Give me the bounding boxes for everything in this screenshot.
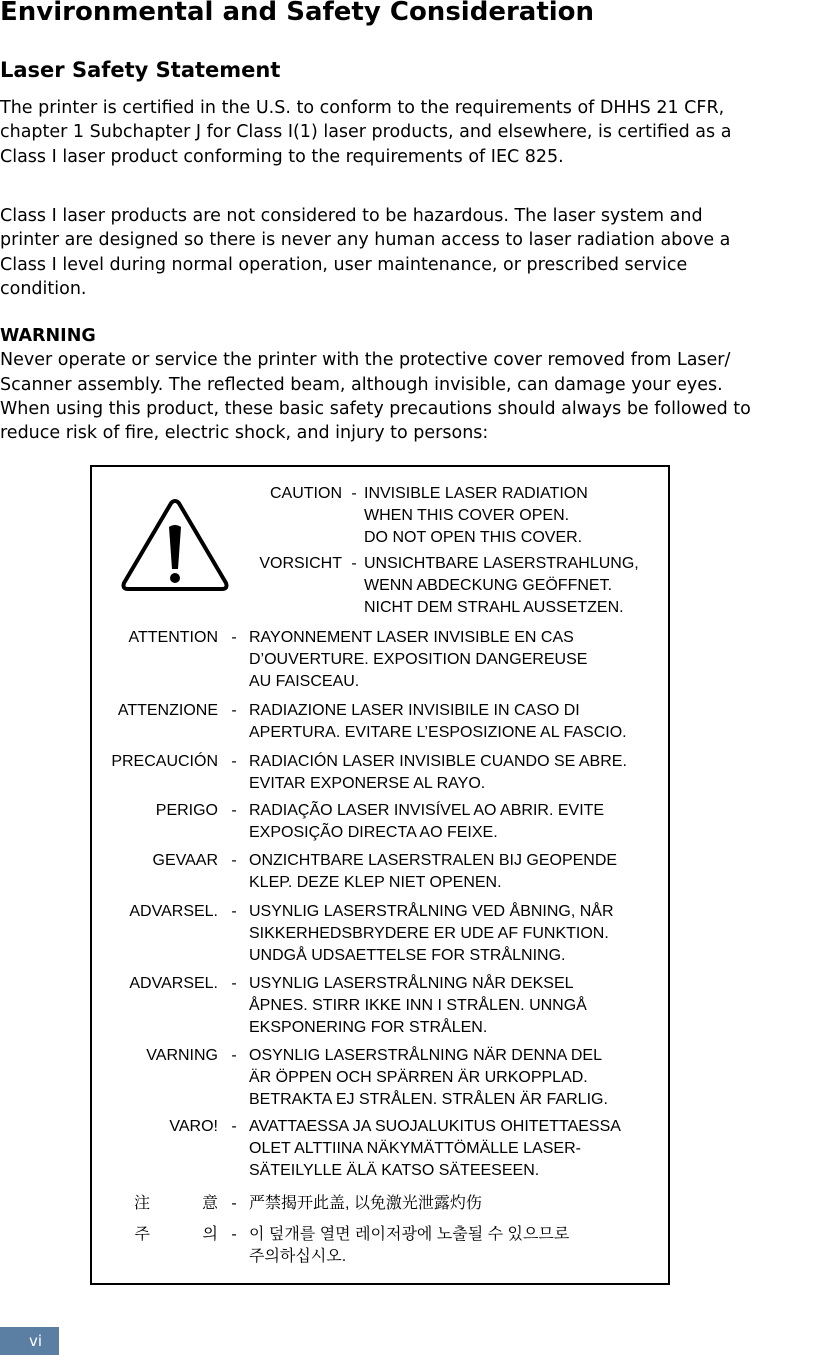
label-separator: - — [231, 903, 237, 920]
label-text-line: RADIAÇÃO LASER INVISÍVEL AO ABRIR. EVITE — [249, 802, 605, 819]
page-number: vi — [0, 1327, 59, 1355]
label-separator: - — [231, 753, 237, 770]
section-subtitle: Laser Safety Statement — [0, 58, 281, 82]
paragraph-line: Class I level during normal operation, user maintenance, or prescribed service — [0, 254, 688, 275]
label-language: PRECAUCIÓN — [111, 753, 218, 770]
label-separator: - — [231, 852, 237, 869]
label-text-line: OSYNLIG LASERSTRÅLNING NÄR DENNA DEL — [249, 1047, 602, 1064]
warning-block — [0, 324, 833, 445]
label-text-line: ONZICHTBARE LASERSTRALEN BIJ GEOPENDE — [249, 852, 618, 869]
label-separator: - — [231, 802, 237, 819]
label-text-line: ÅPNES. STIRR IKKE INN I STRÅLEN. UNNGÅ — [249, 997, 587, 1014]
label-text-line: WHEN THIS COVER OPEN. — [364, 507, 570, 524]
label-language: VORSICHT — [259, 555, 342, 572]
label-text-line: UNSICHTBARE LASERSTRAHLUNG, — [364, 555, 639, 572]
label-text-line: RADIAZIONE LASER INVISIBILE IN CASO DI — [249, 702, 580, 719]
warning-line: Scanner assembly. The reflected beam, although invisible, can damage your eyes. — [0, 374, 723, 395]
label-text-line: SIKKERHEDSBRYDERE ER UDE AF FUNKTION. — [249, 925, 609, 942]
label-language — [128, 1193, 218, 1215]
label-text-line: OLET ALTTIINA NÄKYMÄTTÖMÄLLE LASER- — [249, 1140, 581, 1157]
paragraph-certification — [0, 96, 833, 169]
label-language-char: 注 — [133, 1195, 150, 1212]
label-language: CAUTION — [270, 485, 342, 502]
paragraph-line: Class I laser product conforming to the requirements of IEC 825. — [0, 146, 564, 167]
label-separator: - — [231, 1195, 237, 1212]
label-text-line: INVISIBLE LASER RADIATION — [364, 485, 588, 502]
label-separator: - — [351, 555, 357, 572]
label-text-line: APERTURA. EVITARE L’ESPOSIZIONE AL FASCIO. — [249, 724, 627, 741]
label-language — [128, 1224, 218, 1246]
label-separator: - — [231, 1226, 237, 1243]
label-language: GEVAAR — [152, 852, 218, 869]
label-text-line: USYNLIG LASERSTRÅLNING NÅR DEKSEL — [249, 975, 574, 992]
label-separator: - — [231, 1047, 237, 1064]
label-text-line: RAYONNEMENT LASER INVISIBLE EN CAS — [249, 629, 574, 646]
paragraph-line: chapter 1 Subchapter J for Class I(1) laser products, and elsewhere, is certified as a — [0, 122, 732, 143]
label-separator: - — [351, 485, 357, 502]
label-text-line: RADIACIÓN LASER INVISIBLE CUANDO SE ABRE. — [249, 753, 627, 770]
label-language: VARO! — [169, 1118, 218, 1135]
label-text-line: D’OUVERTURE. EXPOSITION DANGEREUSE — [249, 651, 588, 668]
label-separator: - — [231, 975, 237, 992]
label-text-line: EXPOSIÇÃO DIRECTA AO FEIXE. — [249, 824, 498, 841]
label-language: PERIGO — [155, 802, 218, 819]
label-language: ATTENZIONE — [117, 702, 218, 719]
label-language: VARNING — [146, 1047, 218, 1064]
label-separator: - — [231, 629, 237, 646]
label-text-line: UNDGÅ UDSAETTELSE FOR STRÅLNING. — [249, 947, 566, 964]
paragraph-line: printer are designed so there is never any human access to laser radiation above a — [0, 230, 731, 251]
exclamation-warning-icon — [120, 497, 230, 593]
label-text-line: AVATTAESSA JA SUOJALUKITUS OHITETTAESSA — [249, 1118, 621, 1135]
label-text-line: KLEP. DEZE KLEP NIET OPENEN. — [249, 874, 502, 891]
paragraph-class-one — [0, 204, 833, 301]
page-title: Environmental and Safety Consideration — [0, 0, 595, 27]
label-language: ATTENTION — [128, 629, 218, 646]
label-text-line: AU FAISCEAU. — [249, 673, 360, 690]
paragraph-line: Class I laser products are not considered to be hazardous. The laser system and — [0, 206, 703, 226]
paragraph-line: condition. — [0, 278, 87, 299]
label-text-line: EKSPONERING FOR STRÅLEN. — [249, 1019, 488, 1036]
label-language-char: 주 — [134, 1226, 150, 1243]
label-text-line: 严禁揭开此盖, 以免激光泄露灼伤 — [249, 1195, 482, 1212]
label-separator: - — [231, 702, 237, 719]
label-separator: - — [231, 1118, 237, 1135]
label-text-line: USYNLIG LASERSTRÅLNING VED ÅBNING, NÅR — [249, 903, 614, 920]
label-text-line: EVITAR EXPONERSE AL RAYO. — [249, 775, 486, 792]
label-text-line: ÄR ÖPPEN OCH SPÄRREN ÄR URKOPPLAD. — [249, 1069, 588, 1086]
label-text-line: NICHT DEM STRAHL AUSSETZEN. — [364, 599, 624, 616]
label-text-line: DO NOT OPEN THIS COVER. — [364, 529, 583, 546]
warning-line: Never operate or service the printer with the protective cover removed from Laser/ — [0, 350, 731, 371]
laser-warning-label — [90, 465, 670, 1285]
label-text-line: 주의하십시오. — [249, 1248, 347, 1265]
label-text-line: WENN ABDECKUNG GEÖFFNET. — [364, 577, 613, 594]
warning-line: reduce risk of fire, electric shock, and injury to persons: — [0, 423, 489, 444]
label-text-line: SÄTEILYLLE ÄLÄ KATSO SÄTEESEEN. — [249, 1162, 540, 1179]
paragraph-line: The printer is certified in the U.S. to conform to the requirements of DHHS 21 CFR, — [0, 98, 725, 118]
label-language: ADVARSEL. — [129, 903, 218, 920]
label-language-char: 의 — [202, 1226, 218, 1243]
label-text-line: 이 덮개를 열면 레이저광에 노출될 수 있으므로 — [249, 1226, 570, 1243]
warning-heading: WARNING — [0, 326, 96, 346]
label-text-line: BETRAKTA EJ STRÅLEN. STRÅLEN ÄR FARLIG. — [249, 1091, 608, 1108]
label-language: ADVARSEL. — [129, 975, 218, 992]
warning-line: When using this product, these basic safety precautions should always be followed to — [0, 398, 751, 419]
label-language-char: 意 — [201, 1195, 218, 1212]
